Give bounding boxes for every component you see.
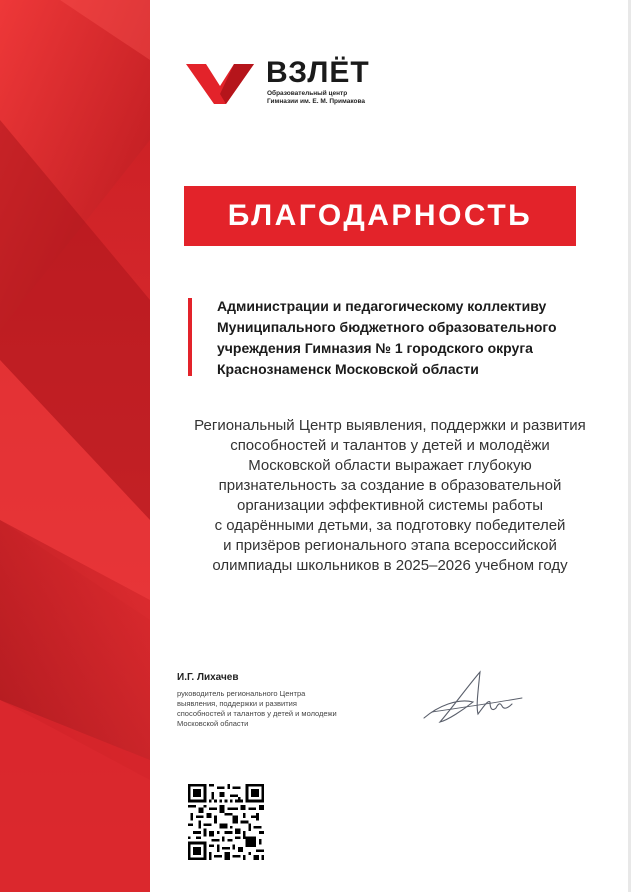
logo-name: ВЗЛЁТ <box>266 56 370 89</box>
recipient-block <box>217 296 617 380</box>
body-line: Московской области выражает глубокую <box>248 457 532 474</box>
signer-role <box>177 689 337 729</box>
signer-role-line: руководитель регионального Центра <box>177 689 306 698</box>
body-line: с одарёнными детьми, за подготовку победителей <box>214 517 566 534</box>
recipient-line: Муниципального бюджетного образовательного <box>217 319 557 335</box>
body-line: Региональный Центр выявления, поддержки и развития <box>194 417 586 434</box>
logo-subtitle-line1: Образовательный центр <box>267 90 348 97</box>
body-line: способностей и талантов у детей и молодёжи <box>230 437 550 454</box>
signer-name: И.Г. Лихачев <box>177 672 239 683</box>
signer-role-line: способностей и талантов у детей и молодежи <box>177 709 337 718</box>
handwritten-signature <box>418 662 528 732</box>
recipient-accent-bar <box>188 298 192 376</box>
signer-role-line: Московской области <box>177 719 249 728</box>
decorative-red-band <box>0 0 150 892</box>
title-banner <box>184 186 576 246</box>
body-line: организации эффективной системы работы <box>237 497 543 514</box>
recipient-line: учреждения Гимназия № 1 городского округа <box>217 340 533 356</box>
vzlet-logo <box>186 58 386 112</box>
body-line: и призёров регионального этапа всероссийской <box>223 537 557 554</box>
logo-subtitle-line2: Гимназии им. Е. М. Примакова <box>267 98 366 105</box>
gratitude-text <box>172 416 608 576</box>
recipient-line: Администрации и педагогическому коллективу <box>217 298 547 314</box>
qr-code[interactable] <box>188 784 264 860</box>
body-line: олимпиады школьников в 2025–2026 учебном году <box>212 557 568 574</box>
recipient-line: Краснознаменск Московской области <box>217 361 479 377</box>
logo-check-icon <box>186 64 256 104</box>
signer-role-line: выявления, поддержки и развития <box>177 699 297 708</box>
document-title: БЛАГОДАРНОСТЬ <box>227 199 533 232</box>
body-line: признательность за создание в образовательной <box>218 477 562 494</box>
